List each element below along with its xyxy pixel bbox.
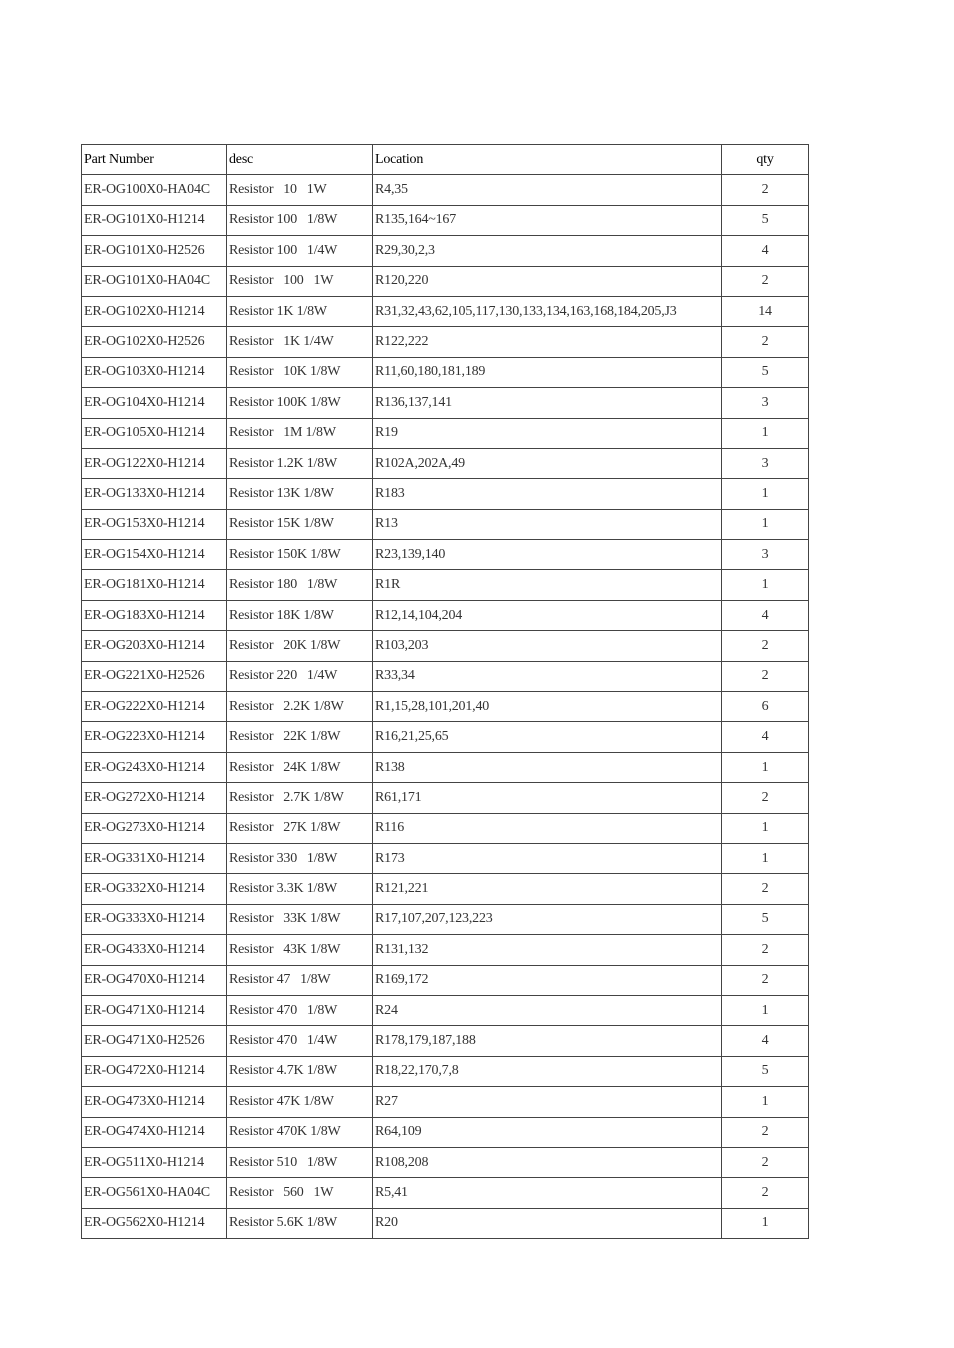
cell-desc: Resistor 470 1/4W: [227, 1026, 373, 1056]
cell-location: R103,203: [373, 631, 722, 661]
cell-location: R5,41: [373, 1178, 722, 1208]
table-body: [82, 175, 809, 1239]
table-row: [82, 1117, 809, 1147]
cell-part-number: ER-OG102X0-H1214: [82, 296, 227, 326]
cell-part-number: ER-OG153X0-H1214: [82, 509, 227, 539]
cell-desc: Resistor 47 1/8W: [227, 965, 373, 995]
cell-desc: Resistor 100 1W: [227, 266, 373, 296]
table-row: [82, 692, 809, 722]
cell-part-number: ER-OG183X0-H1214: [82, 600, 227, 630]
cell-desc: Resistor 470 1/8W: [227, 995, 373, 1025]
cell-qty: 2: [722, 874, 809, 904]
cell-part-number: ER-OG470X0-H1214: [82, 965, 227, 995]
cell-qty: 2: [722, 1117, 809, 1147]
cell-location: R24: [373, 995, 722, 1025]
cell-desc: Resistor 1K 1/8W: [227, 296, 373, 326]
cell-location: R121,221: [373, 874, 722, 904]
cell-location: R33,34: [373, 661, 722, 691]
cell-desc: Resistor 5.6K 1/8W: [227, 1208, 373, 1238]
cell-location: R27: [373, 1087, 722, 1117]
cell-part-number: ER-OG561X0-HA04C: [82, 1178, 227, 1208]
cell-location: R122,222: [373, 327, 722, 357]
cell-part-number: ER-OG104X0-H1214: [82, 388, 227, 418]
cell-location: R183: [373, 479, 722, 509]
table-row: [82, 904, 809, 934]
cell-desc: Resistor 43K 1/8W: [227, 935, 373, 965]
table-row: [82, 388, 809, 418]
table-row: [82, 1147, 809, 1177]
cell-part-number: ER-OG223X0-H1214: [82, 722, 227, 752]
header-row: [82, 145, 809, 175]
cell-part-number: ER-OG105X0-H1214: [82, 418, 227, 448]
cell-qty: 2: [722, 783, 809, 813]
cell-qty: 1: [722, 752, 809, 782]
table-row: [82, 843, 809, 873]
cell-qty: 1: [722, 509, 809, 539]
cell-desc: Resistor 1K 1/4W: [227, 327, 373, 357]
header-qty: qty: [722, 145, 809, 175]
cell-location: R17,107,207,123,223: [373, 904, 722, 934]
cell-desc: Resistor 330 1/8W: [227, 843, 373, 873]
cell-part-number: ER-OG221X0-H2526: [82, 661, 227, 691]
cell-location: R18,22,170,7,8: [373, 1056, 722, 1086]
table-row: [82, 1208, 809, 1238]
cell-location: R12,14,104,204: [373, 600, 722, 630]
cell-qty: 1: [722, 995, 809, 1025]
table-row: [82, 661, 809, 691]
cell-desc: Resistor 510 1/8W: [227, 1147, 373, 1177]
cell-qty: 5: [722, 357, 809, 387]
cell-location: R102A,202A,49: [373, 448, 722, 478]
table-row: [82, 570, 809, 600]
cell-part-number: ER-OG122X0-H1214: [82, 448, 227, 478]
table-row: [82, 935, 809, 965]
cell-part-number: ER-OG333X0-H1214: [82, 904, 227, 934]
cell-qty: 2: [722, 661, 809, 691]
cell-qty: 4: [722, 600, 809, 630]
cell-desc: Resistor 220 1/4W: [227, 661, 373, 691]
cell-qty: 5: [722, 1056, 809, 1086]
bom-table: [81, 144, 809, 1239]
cell-part-number: ER-OG154X0-H1214: [82, 540, 227, 570]
cell-qty: 1: [722, 813, 809, 843]
table-row: [82, 175, 809, 205]
cell-location: R64,109: [373, 1117, 722, 1147]
cell-desc: Resistor 22K 1/8W: [227, 722, 373, 752]
cell-location: R16,21,25,65: [373, 722, 722, 752]
cell-part-number: ER-OG203X0-H1214: [82, 631, 227, 661]
cell-desc: Resistor 180 1/8W: [227, 570, 373, 600]
table-row: [82, 995, 809, 1025]
cell-qty: 6: [722, 692, 809, 722]
cell-part-number: ER-OG100X0-HA04C: [82, 175, 227, 205]
cell-part-number: ER-OG243X0-H1214: [82, 752, 227, 782]
cell-qty: 3: [722, 540, 809, 570]
cell-location: R1R: [373, 570, 722, 600]
table-row: [82, 1178, 809, 1208]
cell-qty: 1: [722, 570, 809, 600]
table-row: [82, 327, 809, 357]
cell-desc: Resistor 10 1W: [227, 175, 373, 205]
table-row: [82, 752, 809, 782]
cell-location: R173: [373, 843, 722, 873]
cell-qty: 2: [722, 1147, 809, 1177]
table-row: [82, 357, 809, 387]
cell-location: R131,132: [373, 935, 722, 965]
cell-qty: 2: [722, 175, 809, 205]
table-row: [82, 1087, 809, 1117]
table-row: [82, 600, 809, 630]
cell-qty: 4: [722, 722, 809, 752]
table-row: [82, 540, 809, 570]
cell-qty: 3: [722, 388, 809, 418]
cell-location: R136,137,141: [373, 388, 722, 418]
cell-desc: Resistor 1.2K 1/8W: [227, 448, 373, 478]
cell-desc: Resistor 3.3K 1/8W: [227, 874, 373, 904]
cell-qty: 4: [722, 1026, 809, 1056]
cell-part-number: ER-OG273X0-H1214: [82, 813, 227, 843]
cell-qty: 14: [722, 296, 809, 326]
cell-location: R23,139,140: [373, 540, 722, 570]
cell-part-number: ER-OG272X0-H1214: [82, 783, 227, 813]
cell-part-number: ER-OG472X0-H1214: [82, 1056, 227, 1086]
cell-part-number: ER-OG511X0-H1214: [82, 1147, 227, 1177]
cell-location: R135,164~167: [373, 205, 722, 235]
cell-part-number: ER-OG103X0-H1214: [82, 357, 227, 387]
table-row: [82, 631, 809, 661]
table-row: [82, 205, 809, 235]
table-row: [82, 266, 809, 296]
cell-desc: Resistor 100 1/4W: [227, 236, 373, 266]
table-row: [82, 236, 809, 266]
cell-desc: Resistor 27K 1/8W: [227, 813, 373, 843]
table-row: [82, 448, 809, 478]
cell-qty: 2: [722, 327, 809, 357]
cell-desc: Resistor 47K 1/8W: [227, 1087, 373, 1117]
table-row: [82, 418, 809, 448]
cell-qty: 1: [722, 1208, 809, 1238]
cell-desc: Resistor 2.7K 1/8W: [227, 783, 373, 813]
cell-location: R120,220: [373, 266, 722, 296]
cell-location: R138: [373, 752, 722, 782]
cell-location: R178,179,187,188: [373, 1026, 722, 1056]
cell-qty: 5: [722, 205, 809, 235]
cell-desc: Resistor 2.2K 1/8W: [227, 692, 373, 722]
cell-location: R169,172: [373, 965, 722, 995]
cell-qty: 3: [722, 448, 809, 478]
cell-qty: 1: [722, 843, 809, 873]
cell-desc: Resistor 560 1W: [227, 1178, 373, 1208]
cell-location: R4,35: [373, 175, 722, 205]
cell-qty: 2: [722, 965, 809, 995]
cell-location: R116: [373, 813, 722, 843]
cell-location: R19: [373, 418, 722, 448]
cell-part-number: ER-OG562X0-H1214: [82, 1208, 227, 1238]
cell-desc: Resistor 33K 1/8W: [227, 904, 373, 934]
header-desc: desc: [227, 145, 373, 175]
cell-location: R29,30,2,3: [373, 236, 722, 266]
cell-desc: Resistor 100K 1/8W: [227, 388, 373, 418]
table-row: [82, 965, 809, 995]
cell-part-number: ER-OG433X0-H1214: [82, 935, 227, 965]
cell-location: R31,32,43,62,105,117,130,133,134,163,168,184,205,J3: [373, 296, 722, 326]
cell-part-number: ER-OG181X0-H1214: [82, 570, 227, 600]
cell-part-number: ER-OG101X0-H1214: [82, 205, 227, 235]
cell-desc: Resistor 13K 1/8W: [227, 479, 373, 509]
cell-part-number: ER-OG102X0-H2526: [82, 327, 227, 357]
cell-qty: 1: [722, 479, 809, 509]
cell-part-number: ER-OG101X0-H2526: [82, 236, 227, 266]
cell-location: R11,60,180,181,189: [373, 357, 722, 387]
cell-location: R13: [373, 509, 722, 539]
cell-location: R20: [373, 1208, 722, 1238]
cell-part-number: ER-OG101X0-HA04C: [82, 266, 227, 296]
table-row: [82, 509, 809, 539]
cell-part-number: ER-OG133X0-H1214: [82, 479, 227, 509]
cell-part-number: ER-OG331X0-H1214: [82, 843, 227, 873]
header-location: Location: [373, 145, 722, 175]
table-row: [82, 1026, 809, 1056]
cell-desc: Resistor 1M 1/8W: [227, 418, 373, 448]
cell-desc: Resistor 15K 1/8W: [227, 509, 373, 539]
table-row: [82, 479, 809, 509]
cell-desc: Resistor 10K 1/8W: [227, 357, 373, 387]
cell-location: R108,208: [373, 1147, 722, 1177]
cell-location: R1,15,28,101,201,40: [373, 692, 722, 722]
cell-desc: Resistor 24K 1/8W: [227, 752, 373, 782]
cell-qty: 1: [722, 418, 809, 448]
cell-part-number: ER-OG471X0-H1214: [82, 995, 227, 1025]
cell-part-number: ER-OG474X0-H1214: [82, 1117, 227, 1147]
cell-qty: 4: [722, 236, 809, 266]
cell-desc: Resistor 4.7K 1/8W: [227, 1056, 373, 1086]
cell-desc: Resistor 20K 1/8W: [227, 631, 373, 661]
cell-part-number: ER-OG222X0-H1214: [82, 692, 227, 722]
cell-part-number: ER-OG473X0-H1214: [82, 1087, 227, 1117]
cell-desc: Resistor 470K 1/8W: [227, 1117, 373, 1147]
table-row: [82, 1056, 809, 1086]
cell-desc: Resistor 150K 1/8W: [227, 540, 373, 570]
cell-qty: 1: [722, 1087, 809, 1117]
cell-desc: Resistor 18K 1/8W: [227, 600, 373, 630]
cell-qty: 2: [722, 935, 809, 965]
table-row: [82, 722, 809, 752]
cell-part-number: ER-OG471X0-H2526: [82, 1026, 227, 1056]
table-row: [82, 783, 809, 813]
cell-qty: 2: [722, 266, 809, 296]
table-row: [82, 296, 809, 326]
cell-part-number: ER-OG332X0-H1214: [82, 874, 227, 904]
cell-location: R61,171: [373, 783, 722, 813]
table-row: [82, 874, 809, 904]
cell-qty: 2: [722, 631, 809, 661]
cell-desc: Resistor 100 1/8W: [227, 205, 373, 235]
header-part-number: Part Number: [82, 145, 227, 175]
table-row: [82, 813, 809, 843]
cell-qty: 2: [722, 1178, 809, 1208]
cell-qty: 5: [722, 904, 809, 934]
